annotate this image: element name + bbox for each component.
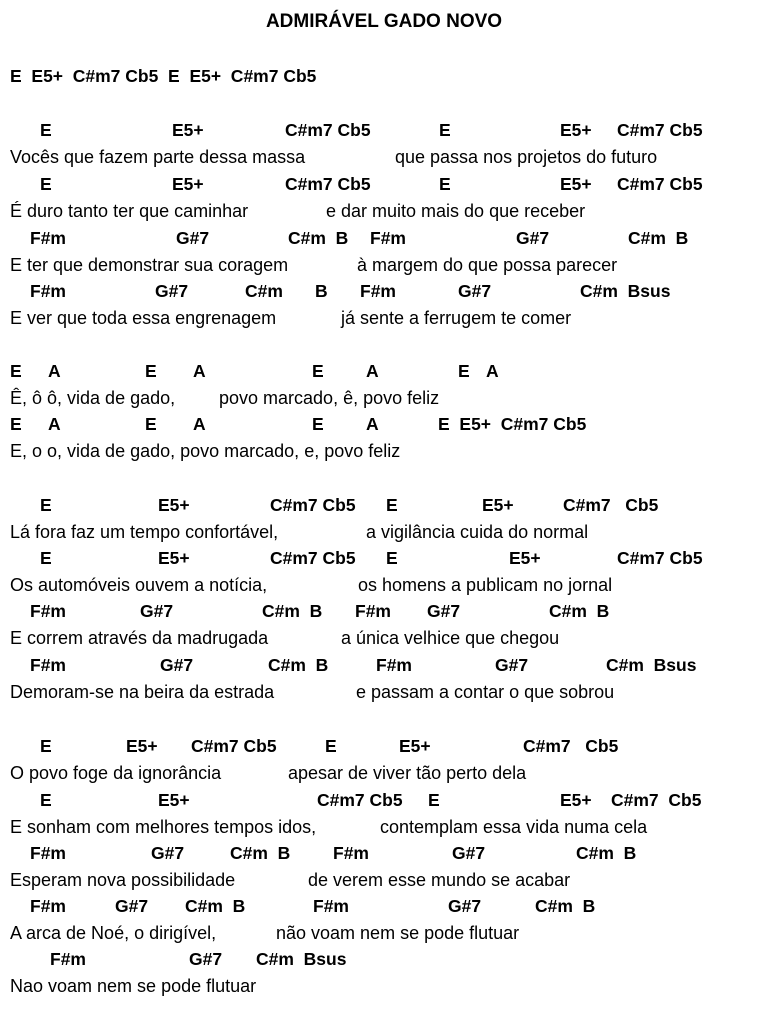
chord: G#7	[427, 601, 461, 621]
chord: A	[48, 361, 61, 381]
chord: C#m B	[268, 655, 329, 675]
lyric-phrase: É duro tanto ter que caminhar	[10, 200, 249, 221]
chord: E5+	[158, 548, 190, 568]
lyric-phrase: e passam a contar o que sobrou	[356, 681, 615, 702]
chord: G#7	[448, 896, 482, 916]
chord: E	[386, 548, 398, 568]
lyric-line	[0, 519, 768, 545]
lyric-phrase: e dar muito mais do que receber	[326, 200, 586, 221]
chord: F#m	[30, 281, 66, 301]
chord: E	[458, 361, 470, 381]
lyric-phrase: apesar de viver tão perto dela	[288, 762, 527, 783]
chord: C#m B	[549, 601, 610, 621]
chord-line	[0, 893, 768, 919]
song-title: ADMIRÁVEL GADO NOVO	[265, 11, 503, 32]
lyric-phrase: E ter que demonstrar sua coragem	[10, 254, 289, 275]
lyric-phrase: Ê, ô ô, vida de gado,	[10, 387, 176, 408]
chord-line	[0, 492, 768, 518]
lyric-line	[0, 252, 768, 278]
lyric-line	[0, 760, 768, 786]
chord: A	[48, 414, 61, 434]
lyric-phrase: povo marcado, ê, povo feliz	[219, 387, 440, 408]
lyric-line	[0, 973, 768, 999]
chord-line	[0, 598, 768, 624]
chord: E	[40, 120, 52, 140]
chord: F#m	[313, 896, 349, 916]
lyric-phrase: E correm através da madrugada	[10, 627, 269, 648]
chord: C#m7 Cb5	[270, 495, 356, 515]
lyric-phrase: já sente a ferrugem te comer	[341, 307, 572, 328]
lyric-phrase: a vigilância cuida do normal	[366, 521, 589, 542]
chord: G#7	[115, 896, 149, 916]
chord: E	[312, 414, 324, 434]
chord: G#7	[176, 228, 210, 248]
chord: F#m	[50, 949, 86, 969]
chord: E5+	[172, 174, 204, 194]
chord: G#7	[458, 281, 492, 301]
chord: E5+	[560, 174, 592, 194]
chord: F#m	[376, 655, 412, 675]
chord: E5+	[509, 548, 541, 568]
chord: F#m	[30, 601, 66, 621]
chord-line	[0, 733, 768, 759]
chord: E5+	[560, 790, 592, 810]
chord: A	[486, 361, 499, 381]
chord: E5+	[126, 736, 158, 756]
chord-line	[0, 652, 768, 678]
chord: C#m7 Cb5	[611, 790, 702, 810]
chord: B	[315, 281, 328, 301]
chord: E	[439, 120, 451, 140]
chord: F#m	[30, 655, 66, 675]
chord: G#7	[140, 601, 174, 621]
chord: C#m7 Cb5	[617, 174, 703, 194]
chord: E	[439, 174, 451, 194]
chord: C#m B	[535, 896, 596, 916]
chord-line	[0, 946, 768, 972]
chord: E5+	[399, 736, 431, 756]
lyric-phrase: não voam nem se pode flutuar	[276, 922, 520, 943]
chord: E E5+ C#m7 Cb5	[438, 414, 587, 434]
chord-line	[0, 787, 768, 813]
chord: F#m	[30, 896, 66, 916]
chord: F#m	[370, 228, 406, 248]
chord: A	[193, 361, 206, 381]
lyric-phrase: de verem esse mundo se acabar	[308, 869, 571, 890]
lyric-line	[0, 385, 768, 411]
chord: C#m	[245, 281, 283, 301]
lyric-line	[0, 144, 768, 170]
lyric-phrase: E, o o, vida de gado, povo marcado, e, povo feliz	[10, 440, 401, 461]
chord: E5+	[482, 495, 514, 515]
chord: E	[312, 361, 324, 381]
lyric-phrase: Os automóveis ouvem a notícia,	[10, 574, 268, 595]
chord: G#7	[160, 655, 194, 675]
lyric-phrase: E sonham com melhores tempos idos,	[10, 816, 317, 837]
chord: C#m B	[628, 228, 689, 248]
lyric-line	[0, 814, 768, 840]
lyric-line	[0, 572, 768, 598]
chord: C#m Bsus	[256, 949, 347, 969]
lyric-line	[0, 867, 768, 893]
chord: G#7	[155, 281, 189, 301]
chord: E5+	[158, 790, 190, 810]
lyric-line	[0, 679, 768, 705]
chord: E	[325, 736, 337, 756]
chord: G#7	[151, 843, 185, 863]
chord: C#m7 Cb5	[285, 174, 371, 194]
lyric-line	[0, 920, 768, 946]
chord: E	[10, 414, 22, 434]
lyric-phrase: A arca de Noé, o dirigível,	[10, 922, 217, 943]
chord: A	[366, 414, 379, 434]
lyric-phrase: Nao voam nem se pode flutuar	[10, 975, 257, 996]
lyric-line	[0, 625, 768, 651]
chord: E	[10, 361, 22, 381]
chord: E	[40, 548, 52, 568]
chord-line	[0, 225, 768, 251]
lyric-phrase: os homens a publicam no jornal	[358, 574, 613, 595]
chord: C#m B	[230, 843, 291, 863]
chord: C#m7 Cb5	[270, 548, 356, 568]
chord: C#m7 Cb5	[523, 736, 619, 756]
chord: A	[193, 414, 206, 434]
lyric-phrase: a única velhice que chegou	[341, 627, 560, 648]
chord: C#m7 Cb5	[317, 790, 403, 810]
lyric-phrase: O povo foge da ignorância	[10, 762, 222, 783]
chord: E5+	[172, 120, 204, 140]
lyric-phrase: Vocês que fazem parte dessa massa	[10, 146, 306, 167]
chord: C#m B	[262, 601, 323, 621]
chord-line	[0, 411, 768, 437]
chord: C#m7 Cb5	[617, 548, 703, 568]
chord: F#m	[30, 843, 66, 863]
chord: C#m7 Cb5	[563, 495, 659, 515]
chord-line	[0, 171, 768, 197]
lyric-line	[0, 198, 768, 224]
lyric-phrase: que passa nos projetos do futuro	[395, 146, 658, 167]
intro-chords: E E5+ C#m7 Cb5 E E5+ C#m7 Cb5	[10, 66, 317, 86]
chord-line	[0, 545, 768, 571]
chord: E	[145, 414, 157, 434]
chord: E	[40, 790, 52, 810]
chord: C#m Bsus	[580, 281, 671, 301]
chord: E5+	[158, 495, 190, 515]
chord: E5+	[560, 120, 592, 140]
chord: G#7	[452, 843, 486, 863]
intro-chord-line	[0, 63, 768, 89]
chord: G#7	[495, 655, 529, 675]
chord: A	[366, 361, 379, 381]
chord: G#7	[516, 228, 550, 248]
chord: E	[428, 790, 440, 810]
chord: C#m Bsus	[606, 655, 697, 675]
chord: F#m	[30, 228, 66, 248]
chord: C#m7 Cb5	[617, 120, 703, 140]
lyric-phrase: contemplam essa vida numa cela	[380, 816, 648, 837]
lyric-phrase: Lá fora faz um tempo confortável,	[10, 521, 279, 542]
chord-line	[0, 358, 768, 384]
chord-line	[0, 840, 768, 866]
chord: C#m7 Cb5	[191, 736, 277, 756]
chord: E	[386, 495, 398, 515]
lyric-phrase: Demoram-se na beira da estrada	[10, 681, 275, 702]
lyric-phrase: E ver que toda essa engrenagem	[10, 307, 277, 328]
chord: E	[40, 495, 52, 515]
chord: C#m B	[185, 896, 246, 916]
chord: G#7	[189, 949, 223, 969]
lyric-phrase: à margem do que possa parecer	[357, 254, 618, 275]
chord: C#m B	[576, 843, 637, 863]
chord-line	[0, 278, 768, 304]
chord: E	[40, 736, 52, 756]
chord: F#m	[360, 281, 396, 301]
lyric-phrase: Esperam nova possibilidade	[10, 869, 236, 890]
chord: E	[145, 361, 157, 381]
lyric-line	[0, 438, 768, 464]
chord: F#m	[333, 843, 369, 863]
chord: C#m7 Cb5	[285, 120, 371, 140]
lyric-line	[0, 305, 768, 331]
chord-line	[0, 117, 768, 143]
chord: C#m B	[288, 228, 349, 248]
chord: E	[40, 174, 52, 194]
chord: F#m	[355, 601, 391, 621]
